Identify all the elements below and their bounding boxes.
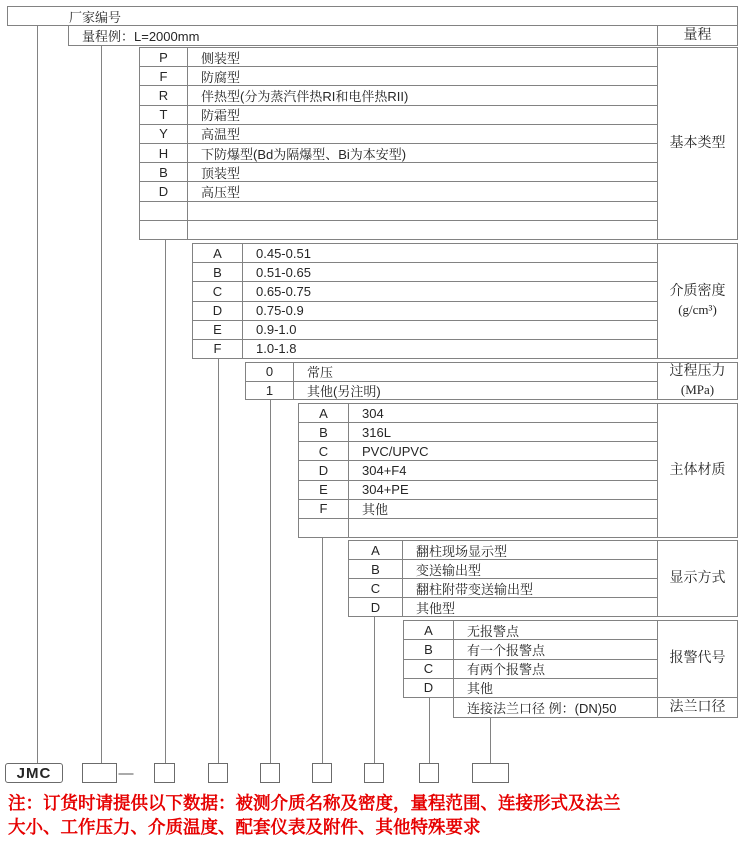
range-group-label: 量程 <box>657 26 737 45</box>
connector-line <box>374 616 375 764</box>
table-row <box>349 541 657 560</box>
table-row <box>349 579 657 598</box>
group-display-mode <box>348 540 738 617</box>
code-cell: B <box>193 263 243 281</box>
table-row <box>193 244 657 263</box>
table-row <box>299 423 657 442</box>
table-row <box>299 404 657 423</box>
code-cell: C <box>404 660 454 678</box>
desc-cell: 304 <box>362 405 384 421</box>
table-row <box>140 125 657 144</box>
manufacturer-number-row <box>7 6 738 26</box>
desc-cell: 304+PE <box>362 482 409 498</box>
desc-cell <box>188 221 657 239</box>
order-note-line2: 大小、工作压力、介质温度、配套仪表及附件、其他特殊要求 <box>8 816 481 837</box>
group-body-material <box>298 403 738 538</box>
table-row <box>299 481 657 500</box>
table-row <box>299 500 657 519</box>
order-note-line1: 注：订货时请提供以下数据：被测介质名称及密度，量程范围、连接形式及法兰 <box>8 793 621 813</box>
code-input-box <box>419 763 439 783</box>
code-cell: C <box>193 282 243 300</box>
code-input-box <box>208 763 228 783</box>
desc-cell: 304+F4 <box>362 462 407 478</box>
group-label-display-mode: 显示方式 <box>657 541 737 616</box>
desc-cell: 顶装型 <box>201 165 241 181</box>
desc-cell: 无报警点 <box>467 623 520 639</box>
desc-cell: 翻柱现场显示型 <box>416 543 508 559</box>
desc-cell: 高压型 <box>201 185 241 201</box>
table-row <box>404 660 657 679</box>
desc-cell: 常压 <box>307 365 334 381</box>
desc-cell: 0.51-0.65 <box>256 264 311 280</box>
table-row-empty <box>140 221 657 239</box>
connector-line <box>165 239 166 764</box>
desc-cell: 有一个报警点 <box>467 642 546 658</box>
order-note <box>8 792 748 839</box>
manufacturer-number-label: 厂家编号 <box>69 9 122 25</box>
model-prefix-box: JMC <box>5 763 63 783</box>
table-row <box>140 48 657 67</box>
group-label-body-material: 主体材质 <box>657 404 737 537</box>
code-input-box <box>312 763 332 783</box>
group-basic-type <box>139 47 738 240</box>
code-cell: D <box>299 461 349 479</box>
code-input-box <box>82 763 117 783</box>
code-cell: B <box>299 423 349 441</box>
connector-line <box>270 399 271 764</box>
connector-line <box>218 358 219 764</box>
table-row <box>299 442 657 461</box>
desc-cell: 防腐型 <box>201 69 241 85</box>
table-row <box>404 640 657 659</box>
desc-cell: 0.45-0.51 <box>256 245 311 261</box>
code-cell: F <box>299 500 349 518</box>
code-cell: E <box>299 481 349 499</box>
code-cell <box>299 519 349 537</box>
range-row <box>68 25 738 46</box>
desc-cell: 其他 <box>362 502 389 518</box>
desc-cell: 其他(另注明) <box>307 383 381 399</box>
table-row <box>349 598 657 616</box>
connector-line <box>429 697 430 764</box>
connector-line <box>101 45 102 764</box>
code-cell: C <box>299 442 349 460</box>
code-cell: C <box>349 579 403 597</box>
group-medium-density <box>192 243 738 359</box>
code-input-box <box>364 763 384 783</box>
desc-cell: 0.75-0.9 <box>256 303 304 319</box>
code-cell: Y <box>140 125 188 143</box>
desc-cell: 下防爆型(Bd为隔爆型、Bi为本安型) <box>201 146 407 162</box>
group-label-process-pressure: 过程压力 (MPa) <box>657 363 737 399</box>
range-example-text: 量程例：L=2000mm <box>82 29 200 44</box>
desc-cell: 有两个报警点 <box>467 662 546 678</box>
group-flange-size <box>453 697 738 718</box>
desc-cell: 翻柱附带变送输出型 <box>416 581 534 597</box>
desc-cell <box>188 202 657 220</box>
table-row <box>246 363 657 382</box>
table-row <box>140 144 657 163</box>
table-row <box>140 106 657 125</box>
desc-cell: 0.9-1.0 <box>256 322 297 338</box>
desc-cell: 0.65-0.75 <box>256 283 311 299</box>
table-row <box>404 621 657 640</box>
desc-cell: 高温型 <box>201 127 241 143</box>
desc-cell: 防霜型 <box>201 108 241 124</box>
code-cell: F <box>193 340 243 358</box>
code-cell: A <box>193 244 243 262</box>
desc-cell: 316L <box>362 424 391 440</box>
code-input-box <box>472 763 509 783</box>
table-row <box>404 679 657 697</box>
code-cell: D <box>193 302 243 320</box>
table-row-empty <box>299 519 657 537</box>
separator-dash: — <box>118 764 134 782</box>
group-label-medium-density: 介质密度 (g/cm³) <box>657 244 737 358</box>
desc-cell: 其他 <box>467 681 494 697</box>
connector-line <box>322 537 323 764</box>
code-cell: D <box>349 598 403 616</box>
code-cell: A <box>299 404 349 422</box>
table-row <box>246 382 657 400</box>
code-cell: 1 <box>246 382 294 400</box>
code-cell: T <box>140 106 188 124</box>
code-cell: R <box>140 86 188 104</box>
connector-line <box>37 25 38 764</box>
table-row <box>140 182 657 201</box>
table-row <box>193 263 657 282</box>
table-row <box>140 163 657 182</box>
table-row <box>140 86 657 105</box>
group-label-alarm-code: 报警代号 <box>657 621 737 697</box>
flange-size-text: 连接法兰口径 例：(DN)50 <box>467 701 617 716</box>
code-cell <box>140 221 188 239</box>
table-row <box>193 340 657 358</box>
desc-cell: 变送输出型 <box>416 562 482 578</box>
group-label-basic-type: 基本类型 <box>657 48 737 239</box>
table-row <box>140 67 657 86</box>
code-cell: P <box>140 48 188 66</box>
table-row <box>349 560 657 579</box>
code-cell: D <box>404 679 454 697</box>
desc-cell <box>349 519 657 537</box>
connector-line <box>490 717 491 764</box>
code-cell: E <box>193 321 243 339</box>
table-row-empty <box>140 202 657 221</box>
code-cell: B <box>404 640 454 658</box>
code-cell: H <box>140 144 188 162</box>
code-cell: B <box>349 560 403 578</box>
desc-cell: 其他型 <box>416 600 456 616</box>
table-row <box>193 302 657 321</box>
desc-cell: 伴热型(分为蒸汽伴热RI和电伴热RII) <box>201 89 409 105</box>
table-row <box>193 282 657 301</box>
code-cell: B <box>140 163 188 181</box>
table-row <box>193 321 657 340</box>
code-input-box <box>260 763 280 783</box>
code-cell: D <box>140 182 188 200</box>
group-label-flange-size: 法兰口径 <box>657 698 737 717</box>
code-cell: A <box>404 621 454 639</box>
group-process-pressure <box>245 362 738 400</box>
code-cell <box>140 202 188 220</box>
group-alarm-code <box>403 620 738 698</box>
table-row <box>299 461 657 480</box>
code-cell: F <box>140 67 188 85</box>
desc-cell: PVC/UPVC <box>362 443 429 459</box>
desc-cell: 1.0-1.8 <box>256 341 297 357</box>
code-cell: A <box>349 541 403 559</box>
code-cell: 0 <box>246 363 294 381</box>
code-input-box <box>154 763 175 783</box>
desc-cell: 侧装型 <box>201 50 241 66</box>
